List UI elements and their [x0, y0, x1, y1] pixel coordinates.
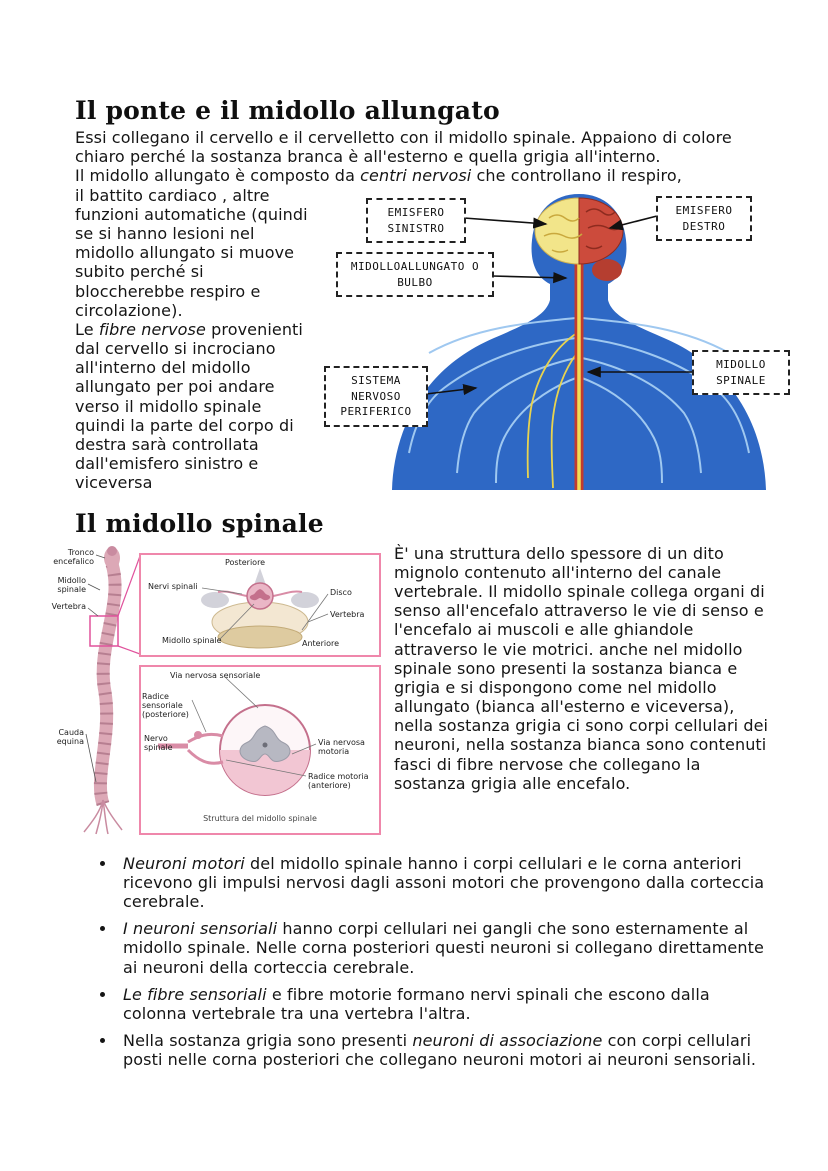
- label-via-sensoriale: Via nervosa sensoriale: [170, 670, 261, 680]
- section1-paragraph-2-intro: [75, 166, 772, 185]
- label-brainstem: Tronco encefalico: [53, 547, 94, 566]
- label-vertebra-box: Vertebra: [330, 609, 365, 619]
- label-left-hemisphere: EMISFERO SINISTRO: [366, 198, 466, 244]
- bullet-text: del midollo spinale hanno i corpi cellulari e le corna anteriori ricevono gli impulsi nervosi dagli assoni motori che provengono dalla corteccia cerebrale.: [123, 853, 765, 911]
- paragraph-text: Le: [75, 319, 99, 339]
- label-medulla-bulb: MIDOLLOALLUNGATO O BULBO: [336, 252, 494, 298]
- nervous-system-figure: [324, 188, 794, 493]
- list-item: [117, 985, 772, 1023]
- bullet-text: e fibre motorie formano nervi spinali che escono dalla colonna vertebrale tra una vertebra l'altra.: [123, 984, 710, 1023]
- transverse-process-right: [291, 592, 319, 608]
- section2-paragraph: [394, 542, 772, 793]
- zoom-line-bottom: [118, 646, 140, 654]
- label-posteriore: Posteriore: [225, 557, 266, 567]
- cauda-equina-fibers: [84, 800, 122, 834]
- central-canal: [263, 742, 268, 747]
- list-item: [117, 854, 772, 912]
- paragraph-text: Essi collegano il cervello e il cervelletto con il midollo spinale. Appaiono di colore chiaro perché la sostanza branca è all'esterno e quella grigia all'interno.: [75, 128, 732, 167]
- label-midollo-spinale-box: Midollo spinale: [162, 635, 222, 645]
- italic-term: Le fibre sensoriali: [123, 984, 267, 1004]
- label-spinal-cord-side: Midollo spinale: [57, 575, 86, 594]
- italic-term: Neuroni motori: [123, 853, 245, 873]
- ganglion: [194, 731, 202, 739]
- bullet-text: con corpi cellulari posti nelle corna posteriori che collegano neuroni motori ai neuroni sensoriali.: [123, 1031, 757, 1070]
- italic-term: neuroni di associazione: [412, 1031, 603, 1051]
- label-via-motoria: Via nervosa motoria: [318, 737, 365, 756]
- label-right-hemisphere: EMISFERO DESTRO: [656, 196, 752, 242]
- spinal-cord-figure: [30, 542, 390, 842]
- label-nervo-spinale: Nervo spinale: [144, 733, 173, 752]
- paragraph: [394, 544, 772, 793]
- label-vertebra-side: Vertebra: [51, 601, 86, 611]
- label-radice-motoria: Radice motoria (anteriore): [308, 771, 369, 790]
- label-peripheral-nervous-system: SISTEMA NERVOSO PERIFERICO: [324, 366, 428, 428]
- label-disco: Disco: [330, 587, 352, 597]
- cerebellum: [592, 259, 622, 281]
- label-anteriore: Anteriore: [302, 638, 340, 648]
- paragraph-text: il battito cardiaco , altre funzioni automatiche (quindi se si hanno lesioni nel midollo allungato si muove subito perché si bloccherebbe respiro e circolazione).: [75, 185, 308, 320]
- section2-title: Il midollo spinale: [75, 508, 324, 538]
- section1-title: Il ponte e il midollo allungato: [75, 96, 500, 125]
- italic-term: I neuroni sensoriali: [123, 919, 278, 939]
- italic-term: fibre nervose: [98, 319, 206, 339]
- paragraph-text: provenienti dal cervello si incrociano all'interno del midollo allungato per poi andare verso il midollo spinale quindi la parte del corpo di destra sarà controllata dall'emisfero sinistro e viceversa: [75, 319, 303, 493]
- label-radice-sensoriale: Radice sensoriale (posteriore): [142, 691, 189, 719]
- list-item: [117, 919, 772, 977]
- brainstem-top: [107, 546, 117, 556]
- figure2-caption: Struttura del midollo spinale: [203, 813, 317, 823]
- label-spinal-cord: MIDOLLO SPINALE: [692, 350, 790, 396]
- label-cauda-equina: Cauda equina: [56, 727, 84, 746]
- bullet-text: hanno corpi cellulari nei gangli che sono esternamente al midollo spinale. Nelle corna posteriori questi neuroni si collegano direttamente ai neuroni della corteccia cerebrale.: [123, 919, 764, 977]
- disc: [218, 626, 302, 648]
- section2-content: [51, 542, 772, 842]
- paragraph-text: Il midollo allungato è composto da: [75, 166, 361, 186]
- italic-term: centri nervosi: [360, 166, 472, 186]
- paragraph-text: È' una struttura dello spessore di un dito mignolo contenuto all'interno del canale vertebrale. Il midollo spinale collega organi di senso all'encefalo attraverso le vie di senso e l'encefalo ai muscoli e alle ghiandole attraverso le vie motrici. anche nel midollo spinale sono presenti la sostanza bianca e grigia e si dispongono come nel midollo allungato (bianca all'esterno e viceversa), nella sostanza grigia ci sono corpi cellulari dei neuroni, nella sostanza bianca sono contenuti fasci di fibre nervose che collegano la sostanza grigia alle encefalo.: [394, 543, 769, 793]
- section1-paragraph-1: [75, 128, 772, 166]
- list-item: [117, 1031, 772, 1069]
- transverse-process-left: [201, 592, 229, 608]
- label-nervi-spinali: Nervi spinali: [148, 581, 198, 591]
- bullet-list: [75, 854, 772, 1070]
- bullet-text: Nella sostanza grigia sono presenti: [123, 1031, 413, 1051]
- paragraph-text: che controllano il respiro,: [471, 166, 682, 186]
